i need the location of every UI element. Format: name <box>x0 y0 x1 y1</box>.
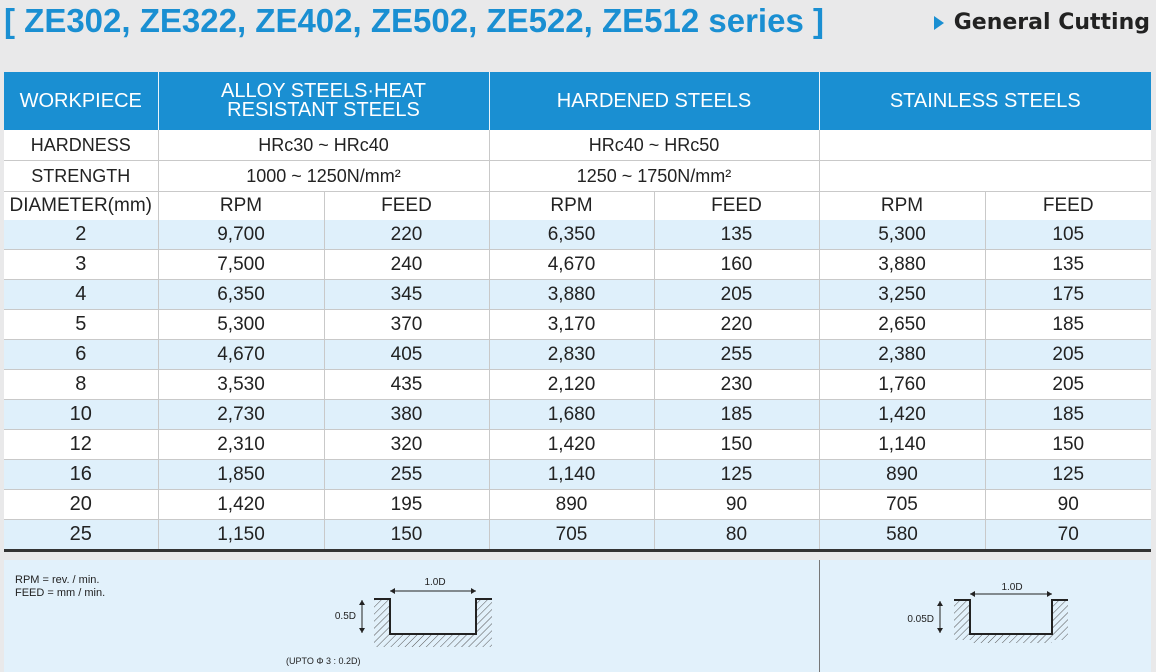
diameter-cell: 8 <box>4 370 158 400</box>
stainless-rpm-cell: 580 <box>819 520 985 551</box>
stainless-rpm-cell: 705 <box>819 490 985 520</box>
depth-label-2: 0.05D <box>907 614 934 625</box>
rpm-header: RPM <box>489 192 654 221</box>
stainless-feed-cell: 90 <box>985 490 1151 520</box>
header-row <box>4 72 1151 130</box>
hardened-rpm-cell: 3,170 <box>489 310 654 340</box>
hardened-feed-cell: 205 <box>654 280 819 310</box>
alloy-feed-cell: 380 <box>324 400 489 430</box>
cutting-conditions-table <box>4 72 1151 552</box>
hardened-rpm-cell: 6,350 <box>489 220 654 250</box>
alloy-steels-header-line1: ALLOY STEELS·HEAT <box>221 80 426 102</box>
table-row <box>4 370 1151 400</box>
hardened-feed-cell: 230 <box>654 370 819 400</box>
stainless-feed-cell: 70 <box>985 520 1151 551</box>
notes-panel <box>4 560 1151 672</box>
alloy-rpm-cell: 1,420 <box>158 490 324 520</box>
hardened-feed-cell: 255 <box>654 340 819 370</box>
width-label-2: 1.0D <box>1001 582 1023 593</box>
alloy-rpm-cell: 1,150 <box>158 520 324 551</box>
stainless-rpm-cell: 3,880 <box>819 250 985 280</box>
stainless-rpm-cell: 1,420 <box>819 400 985 430</box>
table-row <box>4 520 1151 551</box>
hardened-feed-cell: 220 <box>654 310 819 340</box>
diameter-cell: 6 <box>4 340 158 370</box>
alloy-feed-cell: 320 <box>324 430 489 460</box>
alloy-feed-cell: 370 <box>324 310 489 340</box>
alloy-feed-cell: 240 <box>324 250 489 280</box>
diameter-header: DIAMETER(mm) <box>4 192 158 221</box>
diameter-cell: 12 <box>4 430 158 460</box>
triangle-bullet-icon <box>934 16 944 30</box>
hardened-rpm-cell: 2,120 <box>489 370 654 400</box>
workpiece-header: WORKPIECE <box>4 72 158 130</box>
alloy-rpm-cell: 2,310 <box>158 430 324 460</box>
alloy-feed-cell: 255 <box>324 460 489 490</box>
alloy-steels-header <box>158 72 489 130</box>
stainless-feed-cell: 185 <box>985 310 1151 340</box>
column-header-row <box>4 192 1151 221</box>
diameter-cell: 10 <box>4 400 158 430</box>
diameter-cell: 3 <box>4 250 158 280</box>
hardened-feed-cell: 150 <box>654 430 819 460</box>
stainless-feed-cell: 185 <box>985 400 1151 430</box>
table-row <box>4 460 1151 490</box>
alloy-rpm-cell: 9,700 <box>158 220 324 250</box>
hardened-rpm-cell: 890 <box>489 490 654 520</box>
feed-unit-note: FEED = mm / min. <box>15 587 106 599</box>
table-row <box>4 400 1151 430</box>
strength-alloy: 1000 ~ 1250N/mm² <box>158 161 489 192</box>
rpm-header: RPM <box>158 192 324 221</box>
hardened-feed-cell: 185 <box>654 400 819 430</box>
hardened-rpm-cell: 4,670 <box>489 250 654 280</box>
stainless-rpm-cell: 2,650 <box>819 310 985 340</box>
strength-hardened: 1250 ~ 1750N/mm² <box>489 161 819 192</box>
alloy-rpm-cell: 7,500 <box>158 250 324 280</box>
hardened-steels-header: HARDENED STEELS <box>489 72 819 130</box>
slot-depth-diagram-1 <box>286 572 544 672</box>
hardened-rpm-cell: 3,880 <box>489 280 654 310</box>
alloy-rpm-cell: 4,670 <box>158 340 324 370</box>
rpm-header: RPM <box>819 192 985 221</box>
diagram-remark: (UPTO Φ 3 : 0.2D) <box>286 656 361 666</box>
stainless-rpm-cell: 5,300 <box>819 220 985 250</box>
diameter-cell: 4 <box>4 280 158 310</box>
alloy-rpm-cell: 3,530 <box>158 370 324 400</box>
stainless-feed-cell: 175 <box>985 280 1151 310</box>
alloy-rpm-cell: 2,730 <box>158 400 324 430</box>
stainless-rpm-cell: 1,760 <box>819 370 985 400</box>
hardened-rpm-cell: 2,830 <box>489 340 654 370</box>
hardness-label: HARDNESS <box>4 130 158 161</box>
feed-header: FEED <box>985 192 1151 221</box>
stainless-rpm-cell: 3,250 <box>819 280 985 310</box>
alloy-feed-cell: 405 <box>324 340 489 370</box>
diameter-cell: 20 <box>4 490 158 520</box>
strength-label: STRENGTH <box>4 161 158 192</box>
width-label-1: 1.0D <box>424 577 446 588</box>
hardness-row <box>4 130 1151 161</box>
stainless-feed-cell: 205 <box>985 370 1151 400</box>
slot-depth-diagram-2 <box>894 574 1104 672</box>
feed-header: FEED <box>324 192 489 221</box>
hardened-feed-cell: 90 <box>654 490 819 520</box>
section-label-text: General Cutting <box>953 10 1150 35</box>
alloy-feed-cell: 435 <box>324 370 489 400</box>
stainless-rpm-cell: 1,140 <box>819 430 985 460</box>
rpm-unit-note: RPM = rev. / min. <box>15 574 100 586</box>
hardened-feed-cell: 125 <box>654 460 819 490</box>
stainless-steels-header: STAINLESS STEELS <box>819 72 1151 130</box>
stainless-rpm-cell: 890 <box>819 460 985 490</box>
section-label <box>934 10 1150 35</box>
alloy-steels-header-line2: RESISTANT STEELS <box>227 99 420 121</box>
diameter-cell: 5 <box>4 310 158 340</box>
hardened-rpm-cell: 1,140 <box>489 460 654 490</box>
page-title: [ ZE302, ZE322, ZE402, ZE502, ZE522, ZE512 series ] <box>4 2 824 39</box>
alloy-rpm-cell: 5,300 <box>158 310 324 340</box>
units-legend <box>15 574 105 600</box>
alloy-rpm-cell: 6,350 <box>158 280 324 310</box>
hardened-feed-cell: 135 <box>654 220 819 250</box>
table-row <box>4 430 1151 460</box>
table-row <box>4 250 1151 280</box>
alloy-feed-cell: 195 <box>324 490 489 520</box>
diameter-cell: 16 <box>4 460 158 490</box>
alloy-feed-cell: 345 <box>324 280 489 310</box>
hardened-feed-cell: 160 <box>654 250 819 280</box>
stainless-feed-cell: 150 <box>985 430 1151 460</box>
strength-stainless <box>819 161 1151 192</box>
stainless-feed-cell: 135 <box>985 250 1151 280</box>
strength-row <box>4 161 1151 192</box>
table-row <box>4 490 1151 520</box>
diameter-cell: 25 <box>4 520 158 551</box>
stainless-feed-cell: 125 <box>985 460 1151 490</box>
hardened-rpm-cell: 705 <box>489 520 654 551</box>
table-row <box>4 280 1151 310</box>
alloy-feed-cell: 220 <box>324 220 489 250</box>
hardened-rpm-cell: 1,680 <box>489 400 654 430</box>
alloy-feed-cell: 150 <box>324 520 489 551</box>
table-row <box>4 310 1151 340</box>
hardened-rpm-cell: 1,420 <box>489 430 654 460</box>
hardness-hardened: HRc40 ~ HRc50 <box>489 130 819 161</box>
alloy-rpm-cell: 1,850 <box>158 460 324 490</box>
hardness-alloy: HRc30 ~ HRc40 <box>158 130 489 161</box>
table-row <box>4 220 1151 250</box>
stainless-feed-cell: 205 <box>985 340 1151 370</box>
table-row <box>4 340 1151 370</box>
stainless-feed-cell: 105 <box>985 220 1151 250</box>
notes-divider <box>819 560 820 672</box>
feed-header: FEED <box>654 192 819 221</box>
depth-label-1: 0.5D <box>334 611 356 622</box>
stainless-rpm-cell: 2,380 <box>819 340 985 370</box>
diameter-cell: 2 <box>4 220 158 250</box>
hardness-stainless <box>819 130 1151 161</box>
hardened-feed-cell: 80 <box>654 520 819 551</box>
